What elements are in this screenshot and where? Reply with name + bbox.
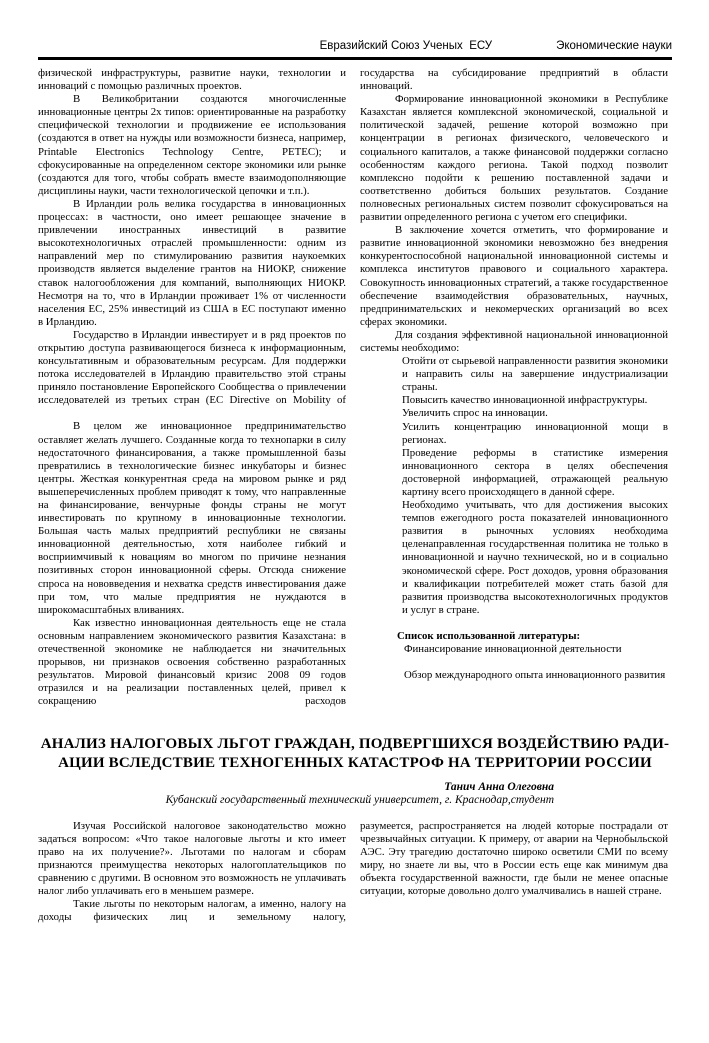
list-item: Отойти от сырьевой направленности развития экономики и направить силы на завершение индустриализации страны.: [402, 355, 668, 394]
article2-right-column: [360, 820, 668, 925]
list-item: Повысить качество инновационной инфраструктуры.: [402, 394, 648, 407]
paragraph: Государство в Ирландии инвестирует и в ряд проектов по открытию доступа развивающегося бизнеса к информационным, консультативным и образовательным ресурсам. Для поддержки потока исследователей в Ирландию правительство этой страны приняло постановление Европейского Сообщества о привлечении исследователей из третьих стран (EC Directive on Mobility of: [38, 328, 346, 407]
article2-affiliation: Кубанский государственный технический университет, г. Краснодар,студент: [165, 794, 554, 806]
header-rule: [38, 57, 672, 60]
paragraph: Как известно инновационная деятельность еще не стала основным направлением экономического развития Казахстана: в отечественной экономике не наблюдается ни значительных прорывов, ни признаков освоения собственно разработанных результатов. Мировой финансовый кризис 2008 09 годов отразился и на реализации поставленных целей, привел к сокращению расходов: [38, 616, 346, 708]
reference-item: Обзор международного опыта инновационного развития: [404, 669, 666, 682]
article1-columns: [38, 67, 672, 709]
article2-title-line2: АЦИИ ВСЛЕДСТВИЕ ТЕХНОГЕННЫХ КАТАСТРОФ НА ТЕРРИТОРИИ РОССИИ: [58, 755, 652, 771]
article2-title: [38, 735, 672, 774]
article2-left-column: [38, 820, 346, 925]
article1-right-column: [360, 67, 668, 709]
paragraph: Для создания эффективной национальной инновационной системы необходимо:: [360, 328, 668, 354]
paragraph: физической инфраструктуры, развитие науки, технологии и инноваций с помощью различных проектов.: [38, 67, 346, 93]
paragraph: В целом же инновационное предпринимательство оставляет желать лучшего. Созданные когда то технопарки в силу недостаточного финансирования, а также промышленной базы превратились в технологические бизнес инкубаторы и бизнес центры. Жесткая конкурентная среда на мировом рынке и ряд вышеперечисленных проблем приводят к тому, что направленные на финансирование, венчурные фонды страны не могут инвестировать по крупному в инновационные технологии. Большая часть малых предприятий республики не связаны инновационной деятельностью, хотя наиболее гибкий и восприимчивый к новациям во многом по причине незнания позитивных сторон инновационной сферы. Отсюда снижение спроса на нововведения и нехватка средств инвестирования даже при том, что малые предприятия не нуждаются в широкомасштабных вливаниях.: [38, 420, 346, 616]
paragraph: государства на субсидирование предприятий в области инноваций.: [360, 67, 668, 93]
section-label: Экономические науки: [556, 40, 672, 52]
paragraph: Формирование инновационной экономики в Республике Казахстан является комплексной экономической, социальной и политической задачей, решение которой возможно при концентрации в регионах физического, человеческого и социального капиталов, а также финансовой поддержки согласно особенностям каждого региона. Такой подход позволит комплексно подойти к решению поставленной задачи и соответственно добиться больших результатов. Создание полновесных региональных систем позволит сфокусироваться на развитии определенного региона с учетом его специфики.: [360, 93, 668, 224]
article1-left-column: [38, 67, 346, 709]
journal-page: [0, 40, 709, 1043]
references-heading: Список использованной литературы:: [397, 629, 581, 642]
article2-author: Танич Анна Олеговна: [444, 780, 554, 793]
paragraph: Такие льготы по некоторым налогам, а именно, налогу на доходы физических лиц и земельному налогу,: [38, 898, 346, 924]
paragraph: В заключение хочется отметить, что формирование и развитие инновационной экономики невозможно без внедрения конкурентоспособной национальной инновационной системы и комплекса институтов правового и социального характера. Совокупность инновационных стратегий, а также государственное обеспечение взаимодействия образовательных, научных, предпринимательских и некомерческих организаций во всех сферах экономики.: [360, 224, 668, 328]
list-item: Увеличить спрос на инновации.: [402, 407, 548, 420]
list-item: Усилить концентрацию инновационной мощи в регионах.: [402, 420, 668, 446]
article2-byline: [38, 781, 672, 808]
paragraph: В Великобритании создаются многочисленные инновационные центры 2х типов: ориентированные на разработку специфической технологии и продвижение ее использования (создаются в ответ на нужды или возможности бизнеса, например, Printable Electronics Technology Centre, PETEC); и сфокусированные на определенном секторе экономики или рынке (создаются для того, чтобы собрать вместе взаимодополняющие дисциплины науки, части технологической цепочки и т.п.).: [38, 93, 346, 197]
list-item: Необходимо учитывать, что для достижения высоких темпов ежегодного роста показателей инновационного развития в рыночных условиях необходима целенаправленная государственная политика не только в инновационной и научно технической, но и в социально экономической сфере. Рост доходов, уровня образования и квалификации потребителей может стать базой для развития производства высокотехнологичных продуктов и услуг в стране.: [402, 499, 668, 616]
paragraph: В Ирландии роль велика государства в инновационных процессах: в частности, оно имеет решающее значение в привлечении иностранных инвестиций в развитие высокотехнологичных отраслей промышленности: одним из направлений мер по стимулированию развития наукоемких производств является выделение грантов на НИОКР, снижение ставок налогообложения для компаний, выполняющих НИОКР. Несмотря на то, что в Ирландии проживает 1% от численности населения ЕС, 25% инвестиций из США в ЕС поступают именно в Ирландию.: [38, 197, 346, 328]
article2-title-line1: АНАЛИЗ НАЛОГОВЫХ ЛЬГОТ ГРАЖДАН, ПОДВЕРГШИХСЯ ВОЗДЕЙСТВИЮ РАДИ-: [40, 735, 670, 752]
paragraph: разумеется, распространяется на людей которые пострадали от чрезвычайных ситуации. К примеру, от аварии на Чернобыльской АЭС. Эту трагедию достаточно широко осветили СМИ по всему миру, но знаете ли вы, что в России есть еще как минимум два объекта государственной важности, где были не менее опасные ситуации, которые довольно долго умалчивались в нашей стране.: [360, 819, 668, 897]
article2-columns: [38, 820, 672, 925]
paragraph: Изучая Российской налоговое законодательство можно задаться вопросом: «Что такое налоговые льготы и кто имеет право на их получение?». Льготами по налогам и сборам признаются преимущества некоторых налогоплательщиков по сравнению с другими. В основном это возможность не уплачивать налог либо уплачивать его в меньшем размере.: [38, 819, 346, 897]
page-header: [38, 40, 672, 52]
list-item: Проведение реформы в статистике измерения инновационного сектора в целях обеспечения достоверной информацией, отражающей реальную картину всего происходящего в данной сфере.: [402, 446, 668, 498]
journal-title: Евразийский Союз Ученых ЕСУ: [319, 40, 493, 52]
reference-item: Финансирование инновационной деятельности: [404, 643, 622, 656]
